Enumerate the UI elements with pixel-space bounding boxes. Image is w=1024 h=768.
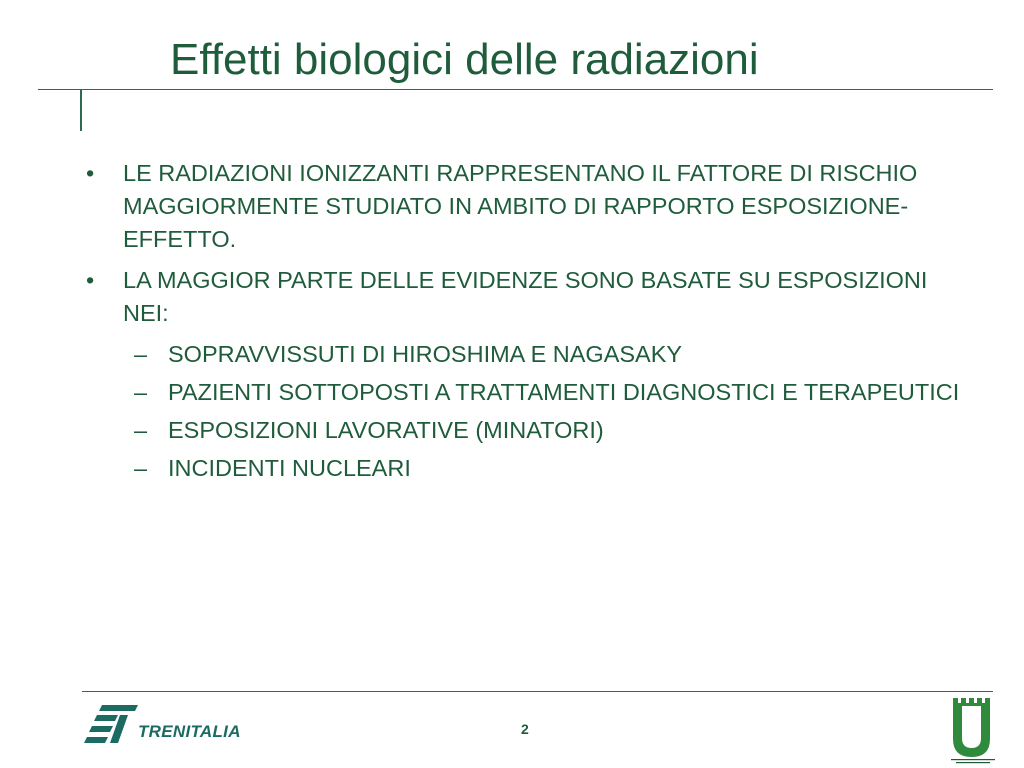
trenitalia-logo	[84, 699, 254, 747]
bullet-text: LA MAGGIOR PARTE DELLE EVIDENZE SONO BASATE SU ESPOSIZIONI NEI:	[123, 267, 928, 326]
bullet-marker: •	[86, 267, 95, 293]
trenitalia-logo-icon	[84, 699, 140, 747]
bullet-item	[86, 157, 966, 256]
sub-bullet-marker: –	[134, 455, 148, 481]
sub-bullet-text: SOPRAVVISSUTI DI HIROSHIMA E NAGASAKY	[168, 341, 683, 367]
sub-bullet-item	[86, 414, 966, 447]
bullet-marker: •	[86, 160, 95, 186]
bullet-item	[86, 264, 966, 330]
university-tor-vergata-logo-icon	[948, 696, 998, 766]
sub-bullet-marker: –	[134, 379, 148, 405]
slide-title: Effetti biologici delle radiazioni	[170, 35, 759, 84]
sub-bullet-marker: –	[134, 341, 148, 367]
title-accent-line	[80, 89, 82, 131]
bullet-list	[86, 157, 966, 490]
sub-bullet-marker: –	[134, 417, 148, 443]
sub-bullet-text: ESPOSIZIONI LAVORATIVE (MINATORI)	[168, 417, 604, 443]
footer-divider	[82, 691, 993, 692]
sub-bullet-item	[86, 376, 966, 409]
bullet-text: LE RADIAZIONI IONIZZANTI RAPPRESENTANO IL FATTORE DI RISCHIO MAGGIORMENTE STUDIATO IN AMBITO DI RAPPORTO ESPOSIZIONE-EFFETTO.	[123, 160, 918, 252]
sub-bullet-text: INCIDENTI NUCLEARI	[168, 455, 411, 481]
sub-bullet-text: PAZIENTI SOTTOPOSTI A TRATTAMENTI DIAGNOSTICI E TERAPEUTICI	[168, 379, 960, 405]
sub-bullet-item	[86, 452, 966, 485]
sub-bullet-item	[86, 338, 966, 371]
trenitalia-wordmark: TRENITALIA	[138, 722, 241, 741]
title-divider	[38, 89, 993, 90]
page-number: 2	[521, 721, 529, 737]
